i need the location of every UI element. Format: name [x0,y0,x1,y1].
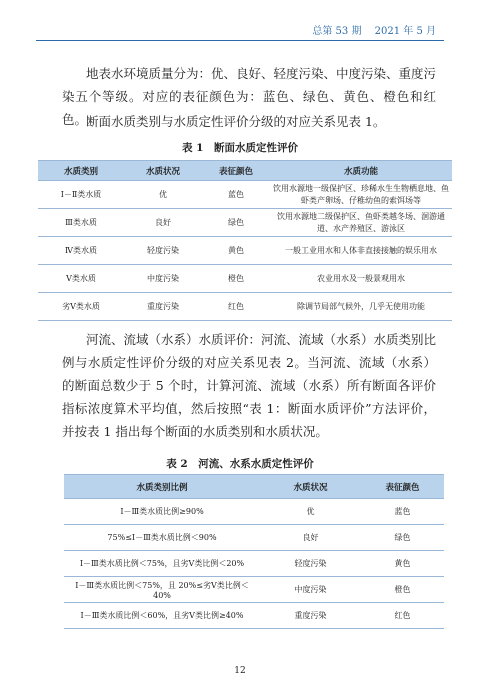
table1-header-cell: 水质状况 [124,161,202,181]
table-cell: 一般工业用水和人体非直接接触的娱乐用水 [270,237,452,265]
table-row [38,265,452,293]
table-row [64,499,444,525]
table-cell: 75%≤Ⅰ－Ⅲ类水质比例＜90% [64,525,260,551]
table-cell: Ⅲ类水质 [38,209,124,237]
header-text [302,22,436,37]
table-cell: 红色 [361,603,444,629]
table-cell: Ⅰ－Ⅲ类水质比例＜75%，且劣Ⅴ类比例＜20% [64,551,260,577]
paragraph-quality-levels: 地表水环境质量分为：优、良好、轻度污染、中度污染、重度污染五个等级。对应的表征颜色为：蓝色、绿色、黄色、橙色和红色。 [62,66,437,127]
table-cell: 劣Ⅴ类水质 [38,293,124,321]
page-number: 12 [234,666,246,676]
issue-date: 2021 年 5 月 [374,26,436,37]
table-row [38,181,452,209]
table1-header-cell: 水质类别 [38,161,124,181]
table-row [38,209,452,237]
table-cell: 橙色 [361,577,444,603]
table1-header-cell: 表征颜色 [202,161,270,181]
table-cell: 轻度污染 [260,551,361,577]
table-cell: 绿色 [202,209,270,237]
table-cell: 良好 [124,209,202,237]
table-cell: 饮用水源地一级保护区、珍稀水生生物栖息地、鱼虾类产卵场、仔稚幼鱼的索饵场等 [270,181,452,209]
table1-header-row [38,161,452,181]
table-cell: 优 [260,499,361,525]
table-cell: 绿色 [361,525,444,551]
table-cell: Ⅰ－Ⅱ类水质 [38,181,124,209]
table1 [38,160,452,321]
table-row [64,603,444,629]
table-row [64,577,444,603]
table-cell: Ⅴ类水质 [38,265,124,293]
table2-header-cell: 水质类别比例 [64,475,260,499]
table-row [38,293,452,321]
table-cell: 饮用水源地二级保护区、鱼虾类越冬场、洄游通道、水产养殖区、游泳区 [270,209,452,237]
table-cell: 中度污染 [124,265,202,293]
table2 [64,474,444,629]
table-cell: Ⅳ类水质 [38,237,124,265]
table-cell: 黄色 [361,551,444,577]
paragraph-table1-intro: 断面水质类别与水质定性评价分级的对应关系见表 1。 [86,114,386,129]
table-cell: 中度污染 [260,577,361,603]
issue-number: 总第 53 期 [312,26,362,37]
table-cell: 农业用水及一般景观用水 [270,265,452,293]
table-cell: 蓝色 [361,499,444,525]
table1-caption: 表 1 断面水质定性评价 [182,142,298,154]
table2-header-row [64,475,444,499]
table-cell: 黄色 [202,237,270,265]
table-cell: 橙色 [202,265,270,293]
table2-header-cell: 表征颜色 [361,475,444,499]
table2-caption: 表 2 河流、水系水质定性评价 [166,458,314,470]
running-header [36,18,444,41]
table-cell: 蓝色 [202,181,270,209]
table-cell: 红色 [202,293,270,321]
table-cell: Ⅰ－Ⅲ类水质比例≥90% [64,499,260,525]
table2-header-cell: 水质状况 [260,475,361,499]
table-cell: Ⅰ－Ⅲ类水质比例＜75%，且 20%≤劣Ⅴ类比例＜40% [64,577,260,603]
table-cell: 重度污染 [124,293,202,321]
table-cell: 重度污染 [260,603,361,629]
table-cell: Ⅰ－Ⅲ类水质比例＜60%，且劣Ⅴ类比例≥40% [64,603,260,629]
table-cell: 优 [124,181,202,209]
table-row [38,237,452,265]
table1-header-cell: 水质功能 [270,161,452,181]
paragraph-river-evaluation: 河流、流域（水系）水质评价：河流、流域（水系）水质类别比例与水质定性评价分级的对应关系见表 2。当河流、流域（水系）的断面总数少于 5 个时，计算河流、流域（水系）所有断面各评价指标浓度算术平均值，然后按照“表 1：断面水质评价”方法评价，并按表 1 指出每个断面的水质类别和水质状况。 [62,332,437,439]
table-cell: 良好 [260,525,361,551]
table-cell: 轻度污染 [124,237,202,265]
table-row [64,551,444,577]
table-cell: 除调节局部气候外，几乎无使用功能 [270,293,452,321]
table-row [64,525,444,551]
